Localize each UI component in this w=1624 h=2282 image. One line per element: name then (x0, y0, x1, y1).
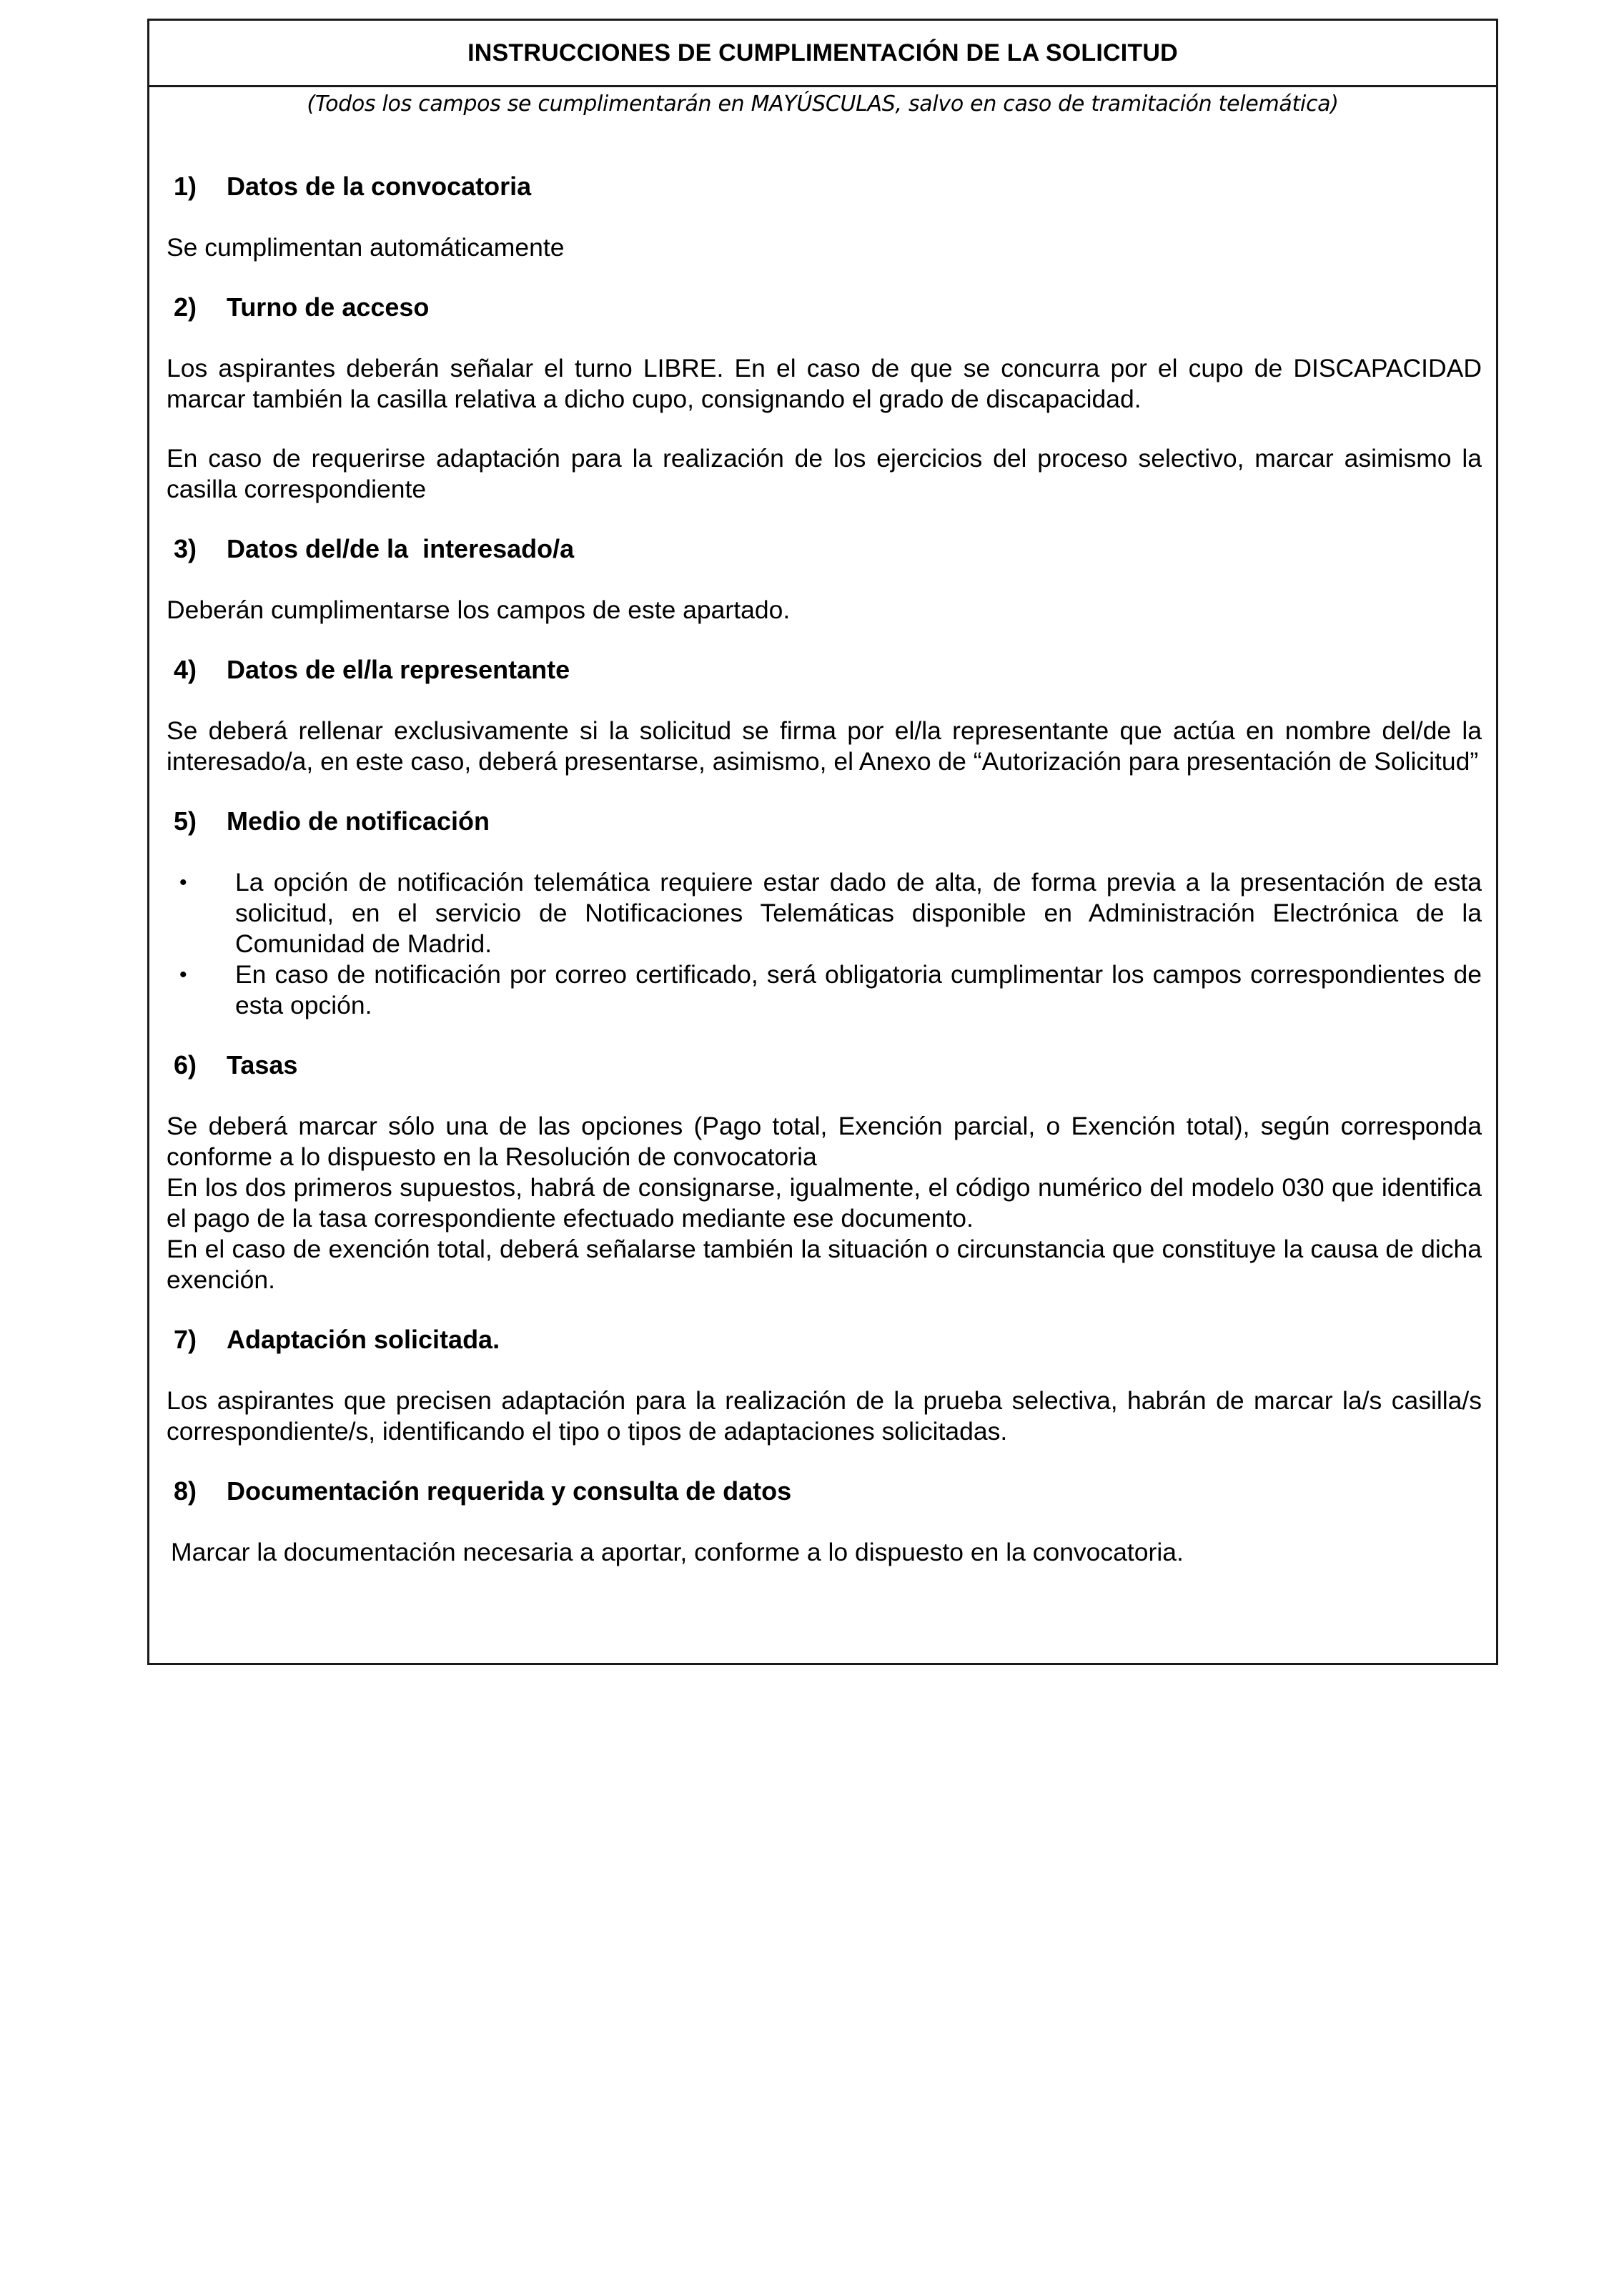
section-title: Tasas (227, 1050, 298, 1080)
list-item-text: La opción de notificación telemática requiere estar dado de alta, de forma previa a la presentación de esta solicitud, en el servicio de Notificaciones Telemáticas disponible en Administración Electrónica de la Comunidad de Madrid. (235, 868, 1482, 958)
section-text: Marcar la documentación necesaria a aportar, conforme a lo dispuesto en la convocatoria. (171, 1538, 1184, 1566)
document-title: INSTRUCCIONES DE CUMPLIMENTACIÓN DE LA SOLICITUD (149, 21, 1496, 87)
section-heading-8 (174, 1476, 1482, 1507)
section-number: 6) (174, 1050, 197, 1080)
section-text: Se deberá marcar sólo una de las opciones (Pago total, Exención parcial, o Exención total), según corresponda conforme a lo dispuesto en la Resolución de convocatoria (167, 1112, 1482, 1171)
section-text: En los dos primeros supuestos, habrá de consignarse, igualmente, el código numérico del modelo 030 que identifica el pago de la tasa correspondiente efectuado mediante ese documento. (167, 1173, 1482, 1233)
bullet-icon: • (179, 963, 187, 987)
instructions-content (149, 171, 1496, 1568)
section-text: Deberán cumplimentarse los campos de este apartado. (167, 596, 791, 624)
section-heading-3 (174, 533, 1482, 565)
section-number: 3) (174, 534, 197, 563)
section-title: Turno de acceso (227, 292, 430, 322)
bullet-icon: • (179, 871, 187, 894)
section-number: 8) (174, 1476, 197, 1506)
section-title: Datos de la convocatoria (227, 172, 532, 201)
section-title: Medio de notificación (227, 806, 490, 836)
section-number: 1) (174, 172, 197, 201)
section-text: Se deberá rellenar exclusivamente si la solicitud se firma por el/la representante que actúa en nombre del/de la interesado/a, en este caso, deberá presentarse, asimismo, el Anexo de “Autorización para presentación de Solicitud” (167, 716, 1482, 776)
section-title: Documentación requerida y consulta de datos (227, 1476, 792, 1506)
section-number: 2) (174, 292, 197, 322)
section-heading-1 (174, 171, 1482, 202)
section-text: En el caso de exención total, deberá señalarse también la situación o circunstancia que constituye la causa de dicha exención. (167, 1235, 1482, 1294)
instructions-box (147, 19, 1498, 1665)
list-item (167, 959, 1482, 1021)
section-title: Adaptación solicitada. (227, 1325, 500, 1354)
section-text: En caso de requerirse adaptación para la realización de los ejercicios del proceso selectivo, marcar asimismo la casilla correspondiente (167, 444, 1482, 503)
section-text: Los aspirantes que precisen adaptación para la realización de la prueba selectiva, habrán de marcar la/s casilla/s correspondiente/s, identificando el tipo o tipos de adaptaciones solicitadas. (167, 1386, 1482, 1446)
section-title: Datos de el/la representante (227, 655, 570, 684)
document-subtitle: (Todos los campos se cumplimentarán en MAYÚSCULAS, salvo en caso de tramitación telemática) (307, 92, 1339, 117)
list-item (167, 867, 1482, 959)
section-heading-2 (174, 292, 1482, 323)
section-number: 4) (174, 655, 197, 684)
list-item-text: En caso de notificación por correo certificado, será obligatoria cumplimentar los campos correspondientes de esta opción. (235, 960, 1482, 1019)
section-title: Datos del/de la interesado/a (227, 534, 575, 563)
section-number: 5) (174, 806, 197, 836)
section-heading-5 (174, 806, 1482, 837)
section-text: Los aspirantes deberán señalar el turno LIBRE. En el caso de que se concurra por el cupo de DISCAPACIDAD marcar también la casilla relativa a dicho cupo, consignando el grado de discapacidad. (167, 354, 1482, 413)
section-text: Se cumplimentan automáticamente (167, 233, 565, 262)
section-heading-4 (174, 654, 1482, 686)
section-heading-6 (174, 1049, 1482, 1081)
section-heading-7 (174, 1324, 1482, 1355)
notification-options-list (167, 867, 1482, 1021)
section-number: 7) (174, 1325, 197, 1354)
